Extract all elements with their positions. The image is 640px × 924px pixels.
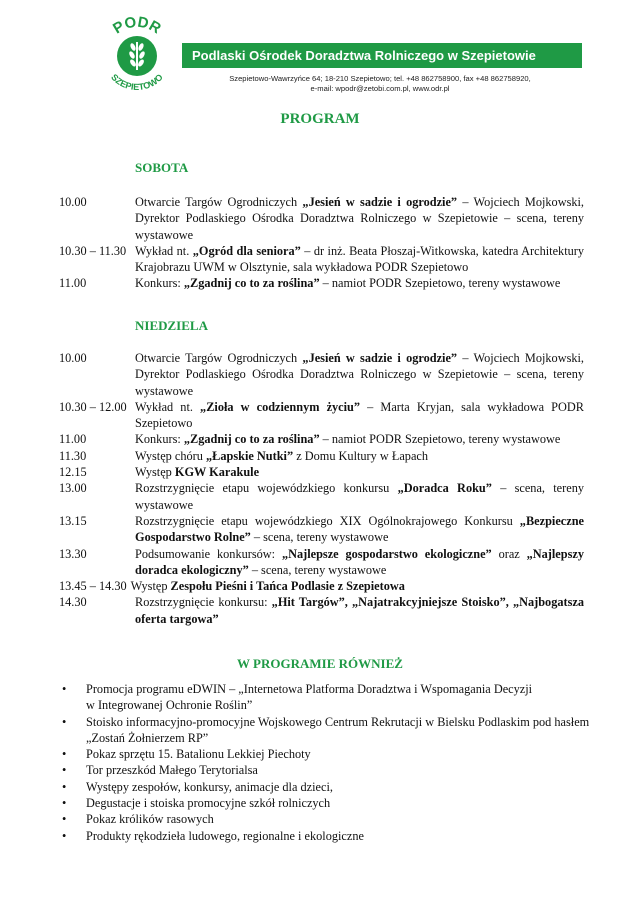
schedule-description: Występ chóru „Łapskie Nutki” z Domu Kultury w Łapach bbox=[135, 448, 429, 463]
podr-logo bbox=[95, 14, 179, 98]
schedule-description: Występ Zespołu Pieśni i Tańca Podlasie z Szepietowa bbox=[130, 579, 405, 594]
schedule-row bbox=[59, 194, 584, 243]
list-item: • Produkty rękodzieła ludowego, regionalne i ekologiczne bbox=[62, 828, 364, 843]
schedule-description: Wykład nt. „Ogród dla seniora” – dr inż. Beata Płoszaj-Witkowska, katedra Architektury Krajobrazu UWM w Olsztynie, sala wykładowa PODR Szepietowo bbox=[135, 243, 584, 275]
schedule-row bbox=[59, 578, 584, 594]
schedule-description: Występ KGW Karakule bbox=[135, 465, 260, 480]
bullet-icon: • bbox=[62, 812, 67, 827]
also-in-program-list bbox=[62, 681, 622, 844]
contact-line: e-mail: wpodr@zetobi.com.pl, www.odr.pl bbox=[310, 84, 450, 93]
bullet-icon: • bbox=[62, 682, 67, 696]
schedule-description: Rozstrzygnięcie etapu wojewódzkiego XIX Ogólnokrajowego Konkursu „Bezpieczne Gospodarstwo Rolne” – scena, tereny wystawowe bbox=[135, 513, 584, 545]
logo-text-bottom: SZEPIETOWO bbox=[109, 72, 165, 93]
also-in-program-heading: W PROGRAMIE RÓWNIEŻ bbox=[237, 656, 403, 671]
list-item: • Pokaz królików rasowych bbox=[62, 812, 214, 827]
schedule-row bbox=[59, 513, 584, 546]
bullet-icon: • bbox=[62, 763, 67, 778]
letterhead bbox=[0, 0, 640, 100]
list-item: • Pokaz sprzętu 15. Batalionu Lekkiej Piechoty bbox=[62, 747, 311, 762]
schedule-description: Rozstrzygnięcie etapu wojewódzkiego konkursu „Doradca Roku” – scena, tereny wystawowe bbox=[135, 481, 584, 512]
schedule-description: Otwarcie Targów Ogrodniczych „Jesień w sadzie i ogrodzie” – Wojciech Mojkowski, Dyrektor Podlaskiego Ośrodka Doradztwa Rolniczego w Szepietowie – scena, tereny wystawowe bbox=[135, 351, 584, 398]
schedule-description: Konkurs: „Zgadnij co to za roślina” – namiot PODR Szepietowo, tereny wystawowe bbox=[135, 432, 561, 447]
schedule-description: Otwarcie Targów Ogrodniczych „Jesień w sadzie i ogrodzie” – Wojciech Mojkowski, Dyrektor Podlaskiego Ośrodka Doradztwa Rolniczego w Szepietowie – scena, tereny wystawowe bbox=[135, 195, 584, 242]
schedule-row bbox=[59, 399, 584, 432]
schedule-row bbox=[59, 275, 584, 291]
schedule-time: 13.30 bbox=[59, 546, 87, 561]
list-item: • Degustacje i stoiska promocyjne szkół rolniczych bbox=[62, 796, 331, 811]
organization-address bbox=[200, 74, 560, 94]
bullet-icon: • bbox=[62, 779, 67, 794]
list-item: • Występy zespołów, konkursy, animacje dla dzieci, bbox=[62, 779, 333, 794]
schedule-row bbox=[59, 350, 584, 399]
bullet-icon: • bbox=[62, 796, 67, 811]
schedule-time: 10.30 – 12.00 bbox=[59, 399, 127, 414]
schedule-row bbox=[59, 431, 584, 447]
schedule-time: 11.00 bbox=[59, 276, 87, 291]
schedule-time: 10.00 bbox=[59, 351, 87, 365]
bullet-icon: • bbox=[62, 714, 67, 729]
schedule-description: Podsumowanie konkursów: „Najlepsze gospodarstwo ekologiczne” oraz „Najlepszy doradca ekologiczny” – scena, tereny wystawowe bbox=[135, 546, 584, 577]
schedule-row bbox=[59, 480, 584, 513]
list-item: • Promocja programu eDWIN – „Internetowa Platforma Doradztwa i Wspomagania Decyzji w Integrowanej Ochronie Roślin” bbox=[62, 682, 533, 713]
schedule-row bbox=[59, 546, 584, 579]
sunday-heading: NIEDZIELA bbox=[135, 318, 208, 333]
schedule-time: 11.30 bbox=[59, 448, 87, 463]
address-line: Szepietowo-Wawrzyńce 64; 18-210 Szepietowo; tel. +48 862758900, fax +48 862758920, bbox=[229, 74, 531, 83]
schedule-row bbox=[59, 448, 584, 464]
sunday-schedule bbox=[59, 350, 584, 627]
schedule-description: Wykład nt. „Zioła w codziennym życiu” – Marta Kryjan, sala wykładowa PODR Szepietowo bbox=[135, 399, 584, 431]
bullet-icon: • bbox=[62, 747, 67, 762]
schedule-time: 13.45 – 14.30 bbox=[59, 579, 127, 594]
schedule-description: Rozstrzygnięcie konkursu: „Hit Targów”, „Najatrakcyjniejsze Stoisko”, „Najbogatsza oferta targowa” bbox=[135, 595, 584, 626]
schedule-time: 10.00 bbox=[59, 195, 87, 209]
bullet-icon: • bbox=[62, 828, 67, 843]
schedule-time: 11.00 bbox=[59, 432, 87, 447]
organization-name-bar: Podlaski Ośrodek Doradztwa Rolniczego w Szepietowie bbox=[182, 43, 582, 68]
schedule-time: 13.00 bbox=[59, 481, 87, 496]
schedule-time: 13.15 bbox=[59, 513, 87, 528]
list-item: • Tor przeszkód Małego Terytorialsa bbox=[62, 763, 258, 778]
schedule-time: 12.15 bbox=[59, 465, 87, 480]
schedule-row bbox=[59, 594, 584, 627]
schedule-time: 14.30 bbox=[59, 595, 87, 610]
schedule-row bbox=[59, 464, 584, 480]
document-title: PROGRAM bbox=[280, 111, 360, 127]
saturday-schedule bbox=[59, 194, 584, 292]
logo-text-top: PODR bbox=[110, 14, 164, 38]
schedule-time: 10.30 – 11.30 bbox=[59, 243, 127, 258]
schedule-row bbox=[59, 243, 584, 276]
schedule-description: Konkurs: „Zgadnij co to za roślina” – namiot PODR Szepietowo, tereny wystawowe bbox=[135, 276, 561, 291]
list-item: • Stoisko informacyjno-promocyjne Wojskowego Centrum Rekrutacji w Bielsku Podlaskim pod hasłem „Zostań Żołnierzem RP” bbox=[62, 714, 590, 745]
saturday-heading: SOBOTA bbox=[135, 160, 189, 175]
